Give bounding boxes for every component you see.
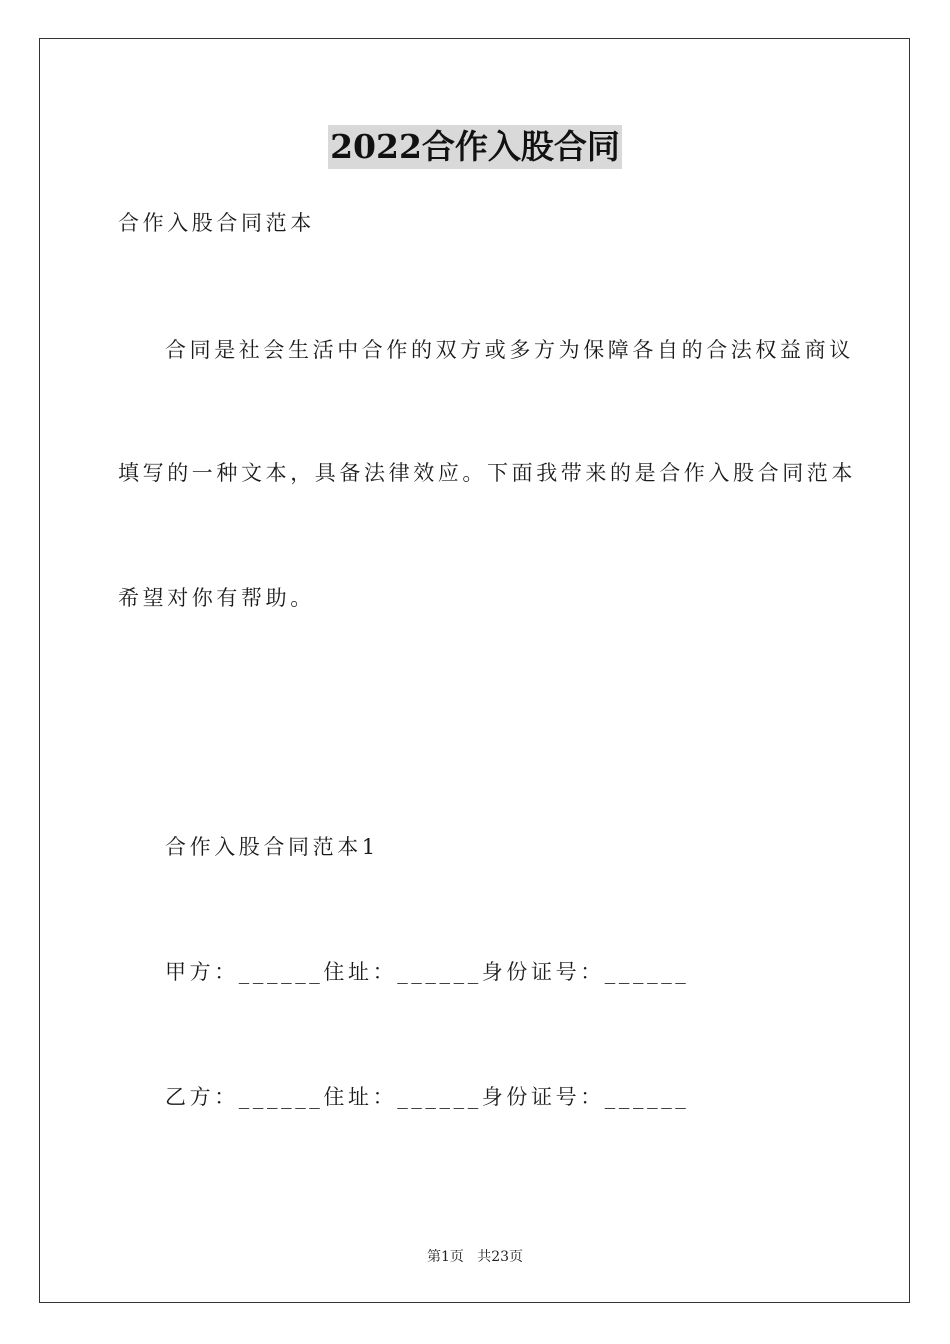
document-title: 2022合作入股合同 (328, 125, 622, 169)
section-heading: 合作入股合同范本1 (165, 835, 379, 859)
title-container (0, 125, 950, 169)
party-b-line: 乙方：______住址：______身份证号：______ (165, 1085, 690, 1109)
intro-line-1: 合同是社会生活中合作的双方或多方为保障各自的合法权益商议 (165, 338, 854, 362)
intro-line-3: 希望对你有帮助。 (118, 586, 315, 610)
page-footer: 第1页 共23页 (426, 1249, 524, 1265)
document-subtitle: 合作入股合同范本 (118, 211, 315, 235)
intro-line-2: 填写的一种文本，具备法律效应。下面我带来的是合作入股合同范本 (118, 461, 856, 485)
party-a-line: 甲方：______住址：______身份证号：______ (165, 960, 690, 984)
